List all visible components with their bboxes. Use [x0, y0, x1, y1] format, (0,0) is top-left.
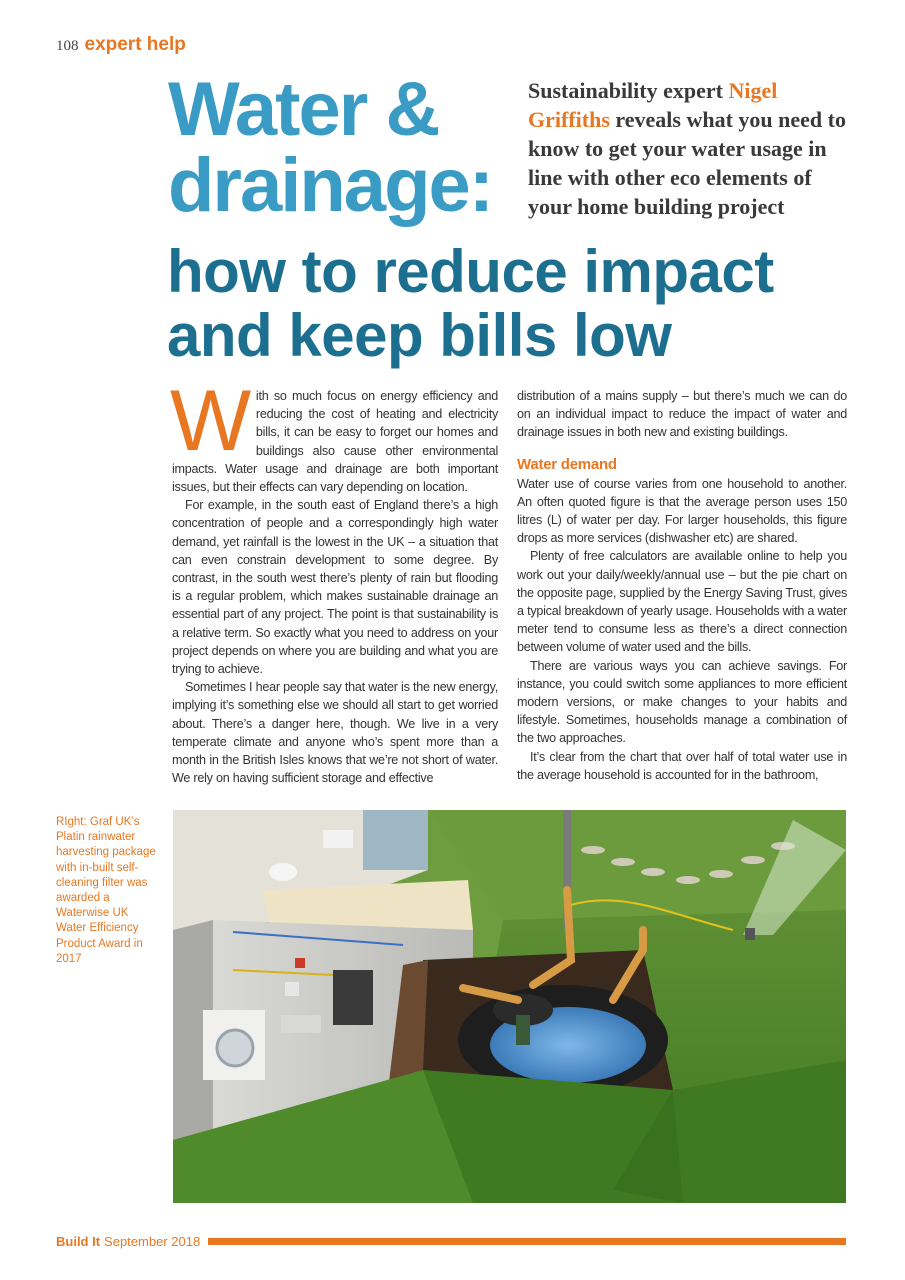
drop-cap: W — [170, 373, 251, 469]
body-paragraph: Sometimes I hear people say that water is the new energy, implying it’s something else we should all start to get worried about. There’s a danger here, though. We live in a very temperate climate and anyone who’s spent more than a month in the British Isles knows that we’re not short of water. We rely on having sufficient storage and effective — [172, 680, 498, 786]
headline — [168, 67, 528, 228]
headline-line-1: Water & — [168, 67, 439, 152]
standfirst-lead: Sustainability expert — [528, 78, 723, 103]
issue-date: September 2018 — [104, 1233, 201, 1249]
author-name: Nigel Griffiths — [528, 78, 778, 132]
body-paragraph — [170, 373, 498, 496]
standfirst — [528, 76, 858, 221]
body-column-right — [517, 387, 847, 784]
magazine-name: Build It — [56, 1233, 101, 1249]
rainwater-harvesting-illustration — [173, 810, 846, 1203]
subheadline — [167, 240, 867, 368]
body-paragraph: distribution of a mains supply – but there’s much we can do on an individual impact to reduce the impact of water and drainage issues in both new and existing buildings. — [517, 389, 847, 440]
footer-rule — [208, 1238, 846, 1245]
photo-caption: RIght: Graf UK’s Platin rainwater harvesting package with in-built self-cleaning filter was awarded a Waterwise UK Water Efficiency Product Award in 2017 — [56, 816, 156, 965]
body-paragraph: It’s clear from the chart that over half of total water use in the average household is accounted for in the bathroom, — [517, 749, 847, 782]
section-heading: Water demand — [517, 455, 617, 473]
page-footer — [56, 1232, 846, 1250]
folio — [56, 34, 186, 56]
body-paragraph: Plenty of free calculators are available online to help you work out your daily/weekly/annual use – but the pie chart on the opposite page, supplied by the Energy Saving Trust, gives a typical breakdown of yearly usage. Households with a water meter tend to consume less as there’s a direct connection between volume of water used and the bills. — [517, 549, 847, 655]
headline-line-2: drainage: — [168, 143, 493, 228]
standfirst-rest: reveals what you need to know to get your water usage in line with other eco elements of your home building project — [528, 107, 846, 219]
page-number: 108 — [56, 38, 79, 54]
body-text: ith so much focus on energy efficiency and reducing the cost of heating and electricity bills, it can be easy to forget our homes and buildings also cause other environmental impacts. Water usage and drainage are both important issues, but their effects can vary depending on location. — [172, 389, 498, 495]
subheadline-line-1: how to reduce impact — [167, 238, 774, 305]
subheadline-line-2: and keep bills low — [167, 302, 672, 369]
body-column-left — [170, 373, 498, 787]
body-paragraph: For example, in the south east of England there’s a high concentration of people and a correspondingly high water demand, yet rainfall is the lowest in the UK – a situation that can even constrain development to some degree. By contrast, in the south west there’s plenty of rain but flooding is a regular problem, which makes sustainable drainage an essential part of any project. The point is that sustainability is a relative term. So exactly what you need to address on your project depends on where you are building and what you are trying to achieve. — [172, 498, 498, 677]
body-paragraph: Water use of course varies from one household to another. An often quoted figure is that the average person uses 150 litres (L) of water per day. For larger households, this figure drops as more services (dishwasher etc) are shared. — [517, 476, 847, 546]
body-paragraph: There are various ways you can achieve savings. For instance, you could switch some appliances to more efficient modern versions, or make changes to your habits and lifestyle. Sometimes, households manage a combination of the two approaches. — [517, 658, 847, 746]
section-label: expert help — [84, 34, 186, 55]
